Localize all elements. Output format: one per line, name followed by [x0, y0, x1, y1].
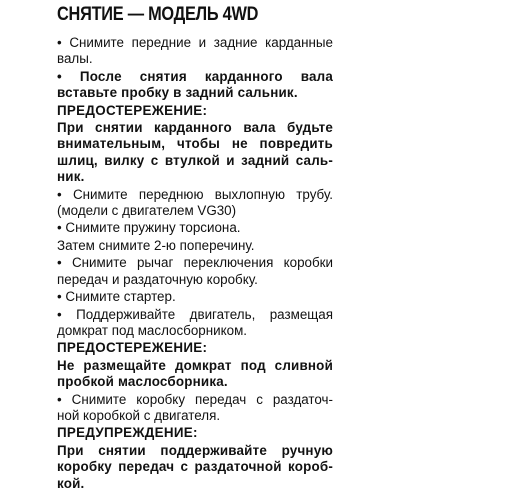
text-line: • Снимите переднюю выхлопную трубу.: [57, 186, 333, 202]
text-line: кой.: [57, 475, 85, 491]
text-line: ник.: [57, 169, 85, 185]
text-line: ной коробкой с двигателя.: [57, 407, 221, 423]
text-line: ПРЕДУПРЕЖДЕНИЕ:: [57, 425, 198, 441]
text-line: • Снимите пружину торсиона.: [57, 220, 241, 236]
instruction-item: [57, 220, 333, 236]
text-line: валы.: [57, 51, 93, 67]
text-line: коробку передач с раздаточной короб-: [57, 459, 333, 475]
section-title: СНЯТИЕ — МОДЕЛЬ 4WD: [57, 4, 259, 25]
warning-heading: [57, 103, 333, 119]
text-line: передач и раздаточную коробку.: [57, 271, 258, 287]
text-line: Не размещайте домкрат под сливной: [57, 357, 333, 373]
text-line: внимательным, чтобы не повредить: [57, 136, 333, 152]
instruction-text: [57, 35, 333, 493]
instruction-item: [57, 187, 333, 220]
instruction-item: [57, 35, 333, 68]
text-line: При снятии карданного вала будьте: [57, 120, 333, 136]
text-line: (модели с двигателем VG30): [57, 203, 237, 219]
text-line: шлиц, вилку с втулкой и задний саль-: [57, 152, 333, 168]
bold-paragraph: [57, 443, 333, 492]
instruction-item: [57, 255, 333, 288]
text-line: ПРЕДОСТЕРЕЖЕНИЕ:: [57, 102, 208, 118]
text-line: При снятии поддерживайте ручную: [57, 442, 333, 458]
instruction-item: [57, 392, 333, 425]
text-line: • После снятия карданного вала: [57, 68, 333, 84]
warning-heading: [57, 425, 333, 441]
text-line: • Снимите стартер.: [57, 289, 176, 305]
text-line: домкрат под маслосборником.: [57, 322, 247, 338]
text-line: • Снимите коробку передач с раздаточ-: [57, 391, 333, 407]
text-line: • Снимите передние и задние карданные: [57, 35, 333, 50]
bold-paragraph: [57, 120, 333, 186]
instruction-item: [57, 238, 333, 254]
text-line: пробкой маслосборника.: [57, 374, 228, 390]
text-line: • Поддерживайте двигатель, размещая: [57, 306, 333, 322]
instruction-item: [57, 307, 333, 340]
bold-paragraph: [57, 358, 333, 391]
text-line: вставьте пробку в задний сальник.: [57, 85, 298, 101]
text-line: ПРЕДОСТЕРЕЖЕНИЕ:: [57, 340, 208, 356]
text-line: • Снимите рычаг переключения коробки: [57, 255, 333, 271]
text-line: Затем снимите 2-ю поперечину.: [57, 237, 255, 253]
instruction-item: [57, 289, 333, 305]
warning-heading: [57, 340, 333, 356]
bold-paragraph: [57, 69, 333, 102]
